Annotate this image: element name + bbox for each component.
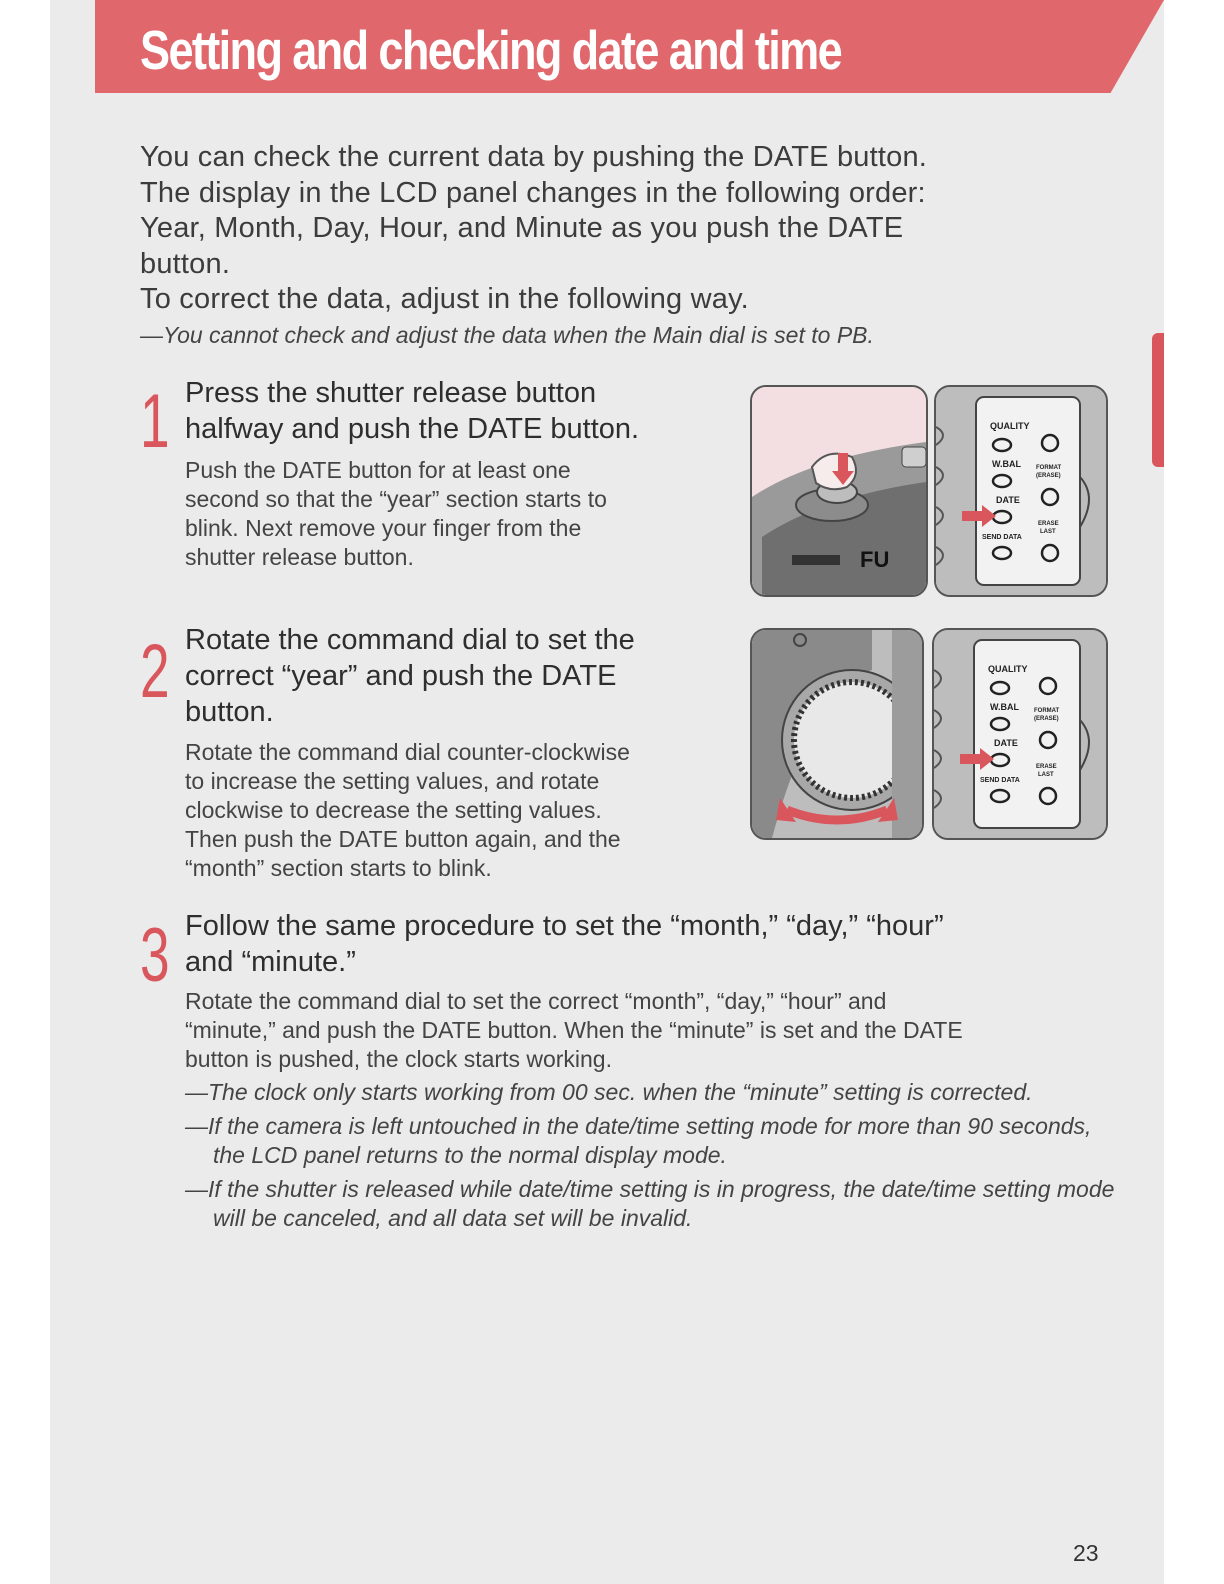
note-item: —If the shutter is released while date/time setting is in progress, the date/time setting mode will be canceled, and all data set will be invalid. (185, 1175, 1115, 1231)
format-label: FORMAT (1036, 465, 1062, 471)
step-heading-line: and “minute.” (185, 946, 356, 978)
page-number: 23 (1073, 1540, 1099, 1566)
step-heading (185, 908, 944, 980)
step-heading-line: Follow the same procedure to set the “month,” “day,” “hour” (185, 910, 944, 942)
step-body-line: Rotate the command dial to set the correct “month”, “day,” “hour” and (185, 988, 887, 1014)
step-heading-line: correct “year” and push the DATE (185, 660, 617, 692)
step-heading-line: Rotate the command dial to set the (185, 624, 635, 656)
step-heading (185, 622, 635, 730)
section-tab (1152, 333, 1164, 467)
step-heading-line: button. (185, 696, 274, 728)
erase-paren-label: (ERASE) (1034, 716, 1059, 722)
quality-label: QUALITY (990, 421, 1030, 431)
step-body-line: blink. Next remove your finger from the (185, 515, 582, 541)
step-body-line: to increase the setting values, and rotate (185, 768, 600, 794)
last-label: LAST (1040, 529, 1056, 535)
wbal-label: W.BAL (992, 459, 1021, 469)
control-panel-icon (934, 630, 1106, 838)
quality-label: QUALITY (988, 664, 1028, 674)
control-panel-icon (936, 387, 1106, 595)
erase-label: ERASE (1038, 521, 1059, 527)
intro-line: You can check the current data by pushing the DATE button. (140, 141, 928, 173)
intro-line: The display in the LCD panel changes in the following order: (140, 176, 926, 209)
step-heading (185, 375, 639, 447)
intro-line: button. (140, 247, 231, 280)
step-body-line: button is pushed, the clock starts working. (185, 1046, 612, 1072)
step-body-line: shutter release button. (185, 544, 414, 570)
intro-line: To correct the data, adjust in the following way. (140, 283, 749, 315)
step-heading-line: halfway and push the DATE button. (185, 413, 640, 445)
erase-paren-label: (ERASE) (1036, 473, 1061, 479)
page-title: Setting and checking date and time (140, 19, 842, 81)
step-body-line: Push the DATE button for at least one (185, 457, 571, 483)
send-data-label: SEND DATA (982, 534, 1022, 541)
note-item: —If the camera is left untouched in the date/time setting mode for more than 90 seconds, the LCD panel returns to the normal display mode. (185, 1112, 1092, 1168)
date-label: DATE (996, 495, 1020, 505)
step-body-line: “month” section starts to blink. (185, 855, 492, 881)
format-label: FORMAT (1034, 708, 1060, 714)
send-data-label: SEND DATA (980, 777, 1020, 784)
step-number: 3 (140, 913, 170, 998)
step-number: 1 (140, 379, 170, 464)
brand-fragment: FU (860, 547, 890, 572)
step-body-line: Rotate the command dial counter-clockwise (185, 739, 630, 765)
note-item: —The clock only starts working from 00 sec. when the “minute” setting is corrected. (185, 1079, 1033, 1105)
hand-pressing-shutter-icon (752, 387, 926, 595)
wbal-label: W.BAL (990, 702, 1019, 712)
command-dial-illustration (750, 628, 924, 840)
step-body-line: “minute,” and push the DATE button. When the “minute” is set and the DATE (185, 1017, 963, 1043)
notes-list (185, 1078, 1120, 1238)
step-body-line: clockwise to decrease the setting values. (185, 797, 602, 823)
step-heading-line: Press the shutter release button (185, 377, 597, 409)
step-body-line: Then push the DATE button again, and the (185, 826, 621, 852)
shutter-press-illustration (750, 385, 928, 597)
step-number: 2 (140, 629, 170, 714)
command-dial-icon (752, 630, 922, 838)
control-panel-illustration (934, 385, 1108, 597)
step-body (185, 456, 607, 572)
step-body (185, 738, 630, 883)
date-label: DATE (994, 738, 1018, 748)
last-label: LAST (1038, 772, 1054, 778)
intro-paragraph (140, 140, 1100, 318)
intro-note: —You cannot check and adjust the data when the Main dial is set to PB. (140, 322, 874, 348)
step-body (185, 987, 963, 1074)
control-panel-illustration (932, 628, 1108, 840)
erase-label: ERASE (1036, 764, 1057, 770)
step-body-line: second so that the “year” section starts to (185, 486, 607, 512)
intro-line: Year, Month, Day, Hour, and Minute as you push the DATE (140, 212, 904, 244)
